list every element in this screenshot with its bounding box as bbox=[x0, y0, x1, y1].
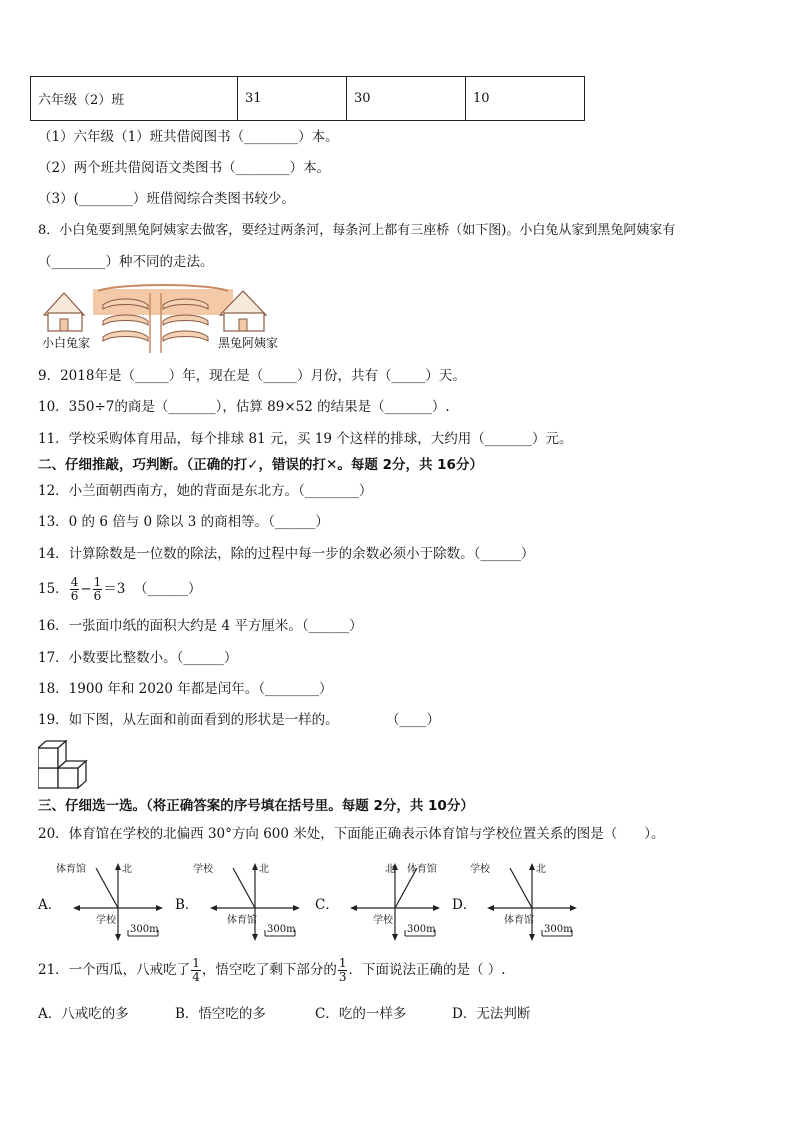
q13: 13．0 的 6 倍与 0 除以 3 的商相等。（______） bbox=[38, 514, 329, 530]
q19-blank: （____） bbox=[386, 712, 440, 728]
north-label: 北 bbox=[259, 864, 269, 875]
q20-option-b[interactable] bbox=[175, 858, 310, 943]
cube-figure bbox=[38, 740, 90, 794]
table-cell: 31 bbox=[238, 77, 347, 121]
cube-stack-image bbox=[38, 740, 90, 790]
scale-label: 300m bbox=[130, 924, 159, 935]
top-place-label: 体育馆 bbox=[56, 864, 86, 875]
q20-text: 20．体育馆在学校的北偏西 30°方向 600 米处，下面能正确表示体育馆与学校位置关系的图是（ ）。 bbox=[38, 826, 665, 842]
q15-number: 15． bbox=[38, 581, 69, 597]
q16: 16．一张面巾纸的面积大约是 4 平方厘米。（______） bbox=[38, 618, 363, 634]
q11: 11．学校采购体育用品，每个排球 81 元，买 19 个这样的排球，大约用（_______）元。 bbox=[38, 431, 573, 447]
q14: 14．计算除数是一位数的除法，除的过程中每一步的余数必须小于除数。（______） bbox=[38, 546, 535, 562]
label-aunt-home: 黑兔阿姨家 bbox=[218, 336, 279, 350]
top-place-label: 学校 bbox=[193, 864, 213, 875]
q21-fraction-1: $\frac{1}{4}$ bbox=[192, 956, 200, 984]
q21-option-b[interactable]: B．悟空吃的多 bbox=[175, 1006, 266, 1022]
table-cell: 10 bbox=[466, 77, 585, 121]
q20-option-letter: B． bbox=[175, 897, 199, 913]
q7-sub1: （1）六年级（1）班共借阅图书（________）本。 bbox=[38, 129, 339, 145]
q20-option-letter: C． bbox=[315, 897, 339, 913]
q9: 9．2018年是（_____）年，现在是（_____）月份，共有（_____）天。 bbox=[38, 368, 466, 384]
q8-line1: 8．小白兔要到黑兔阿姨家去做客，要经过两条河，每条河上都有三座桥（如下图)。小白兔从家到黑兔阿姨家有 bbox=[38, 223, 676, 238]
top-place-label: 体育馆 bbox=[407, 864, 437, 875]
section2-heading: 二、仔细推敲，巧判断。（正确的打✓，错误的打✕。每题 2分，共 16分） bbox=[38, 457, 483, 473]
q21-option-a[interactable]: A．八戒吃的多 bbox=[38, 1006, 129, 1022]
q17: 17．小数要比整数小。（______） bbox=[38, 650, 238, 666]
q21-option-c[interactable]: C．吃的一样多 bbox=[315, 1006, 407, 1022]
rivers-bridges-illustration bbox=[38, 283, 283, 358]
q7-sub3: （3）(________）班借阅综合类图书较少。 bbox=[38, 191, 295, 207]
q18: 18．1900 年和 2020 年都是闰年。（________） bbox=[38, 681, 333, 697]
table-row bbox=[31, 77, 585, 121]
top-place-label: 学校 bbox=[470, 864, 490, 875]
data-table bbox=[30, 76, 585, 121]
section3-heading: 三、仔细选一选。（将正确答案的序号填在括号里。每题 2分，共 10分） bbox=[38, 798, 474, 814]
q20-option-c[interactable] bbox=[315, 858, 450, 943]
q20-option-letter: A． bbox=[38, 897, 62, 913]
q10: 10．350÷7的商是（_______），估算 89×52 的结果是（_______）. bbox=[38, 399, 450, 415]
q21-option-d[interactable]: D．无法判断 bbox=[452, 1006, 531, 1022]
q15: 15． $\frac{4}{6}$ − $\frac{1}{6}$ ＝3 （______） bbox=[38, 575, 202, 603]
q12: 12．小兰面朝西南方，她的背面是东北方。（________） bbox=[38, 483, 373, 499]
scale-label: 300m bbox=[544, 924, 573, 935]
north-label: 北 bbox=[536, 864, 546, 875]
center-place-label: 体育馆 bbox=[227, 915, 257, 926]
q20-option-d[interactable] bbox=[452, 858, 587, 943]
center-place-label: 体育馆 bbox=[504, 915, 534, 926]
label-rabbit-home: 小白兔家 bbox=[42, 336, 91, 350]
q15-fraction-1: $\frac{4}{6}$ bbox=[70, 575, 79, 603]
q8-line2: （________）种不同的走法。 bbox=[38, 254, 214, 270]
q20-option-letter: D． bbox=[452, 897, 477, 913]
north-label: 北 bbox=[122, 864, 132, 875]
north-label: 北 bbox=[385, 864, 395, 875]
scale-label: 300m bbox=[407, 924, 436, 935]
table-cell-class: 六年级（2）班 bbox=[31, 77, 238, 121]
q19-text: 19．如下图，从左面和前面看到的形状是一样的。 bbox=[38, 712, 339, 728]
q15-blank: （______） bbox=[133, 581, 202, 597]
q15-fraction-2: $\frac{1}{6}$ bbox=[93, 575, 102, 603]
q21-stem: 21．一个西瓜，八戒吃了 $\frac{1}{4}$ ，悟空吃了剩下部分的 $\frac{1}{3}$ ．下面说法正确的是（ ）. bbox=[38, 956, 506, 984]
center-place-label: 学校 bbox=[96, 915, 116, 926]
q7-sub2: （2）两个班共借阅语文类图书（________）本。 bbox=[38, 160, 331, 176]
q20-option-a[interactable] bbox=[38, 858, 173, 943]
q21-fraction-2: $\frac{1}{3}$ bbox=[338, 956, 347, 984]
center-place-label: 学校 bbox=[373, 915, 393, 926]
table-cell: 30 bbox=[347, 77, 466, 121]
scale-label: 300m bbox=[267, 924, 296, 935]
